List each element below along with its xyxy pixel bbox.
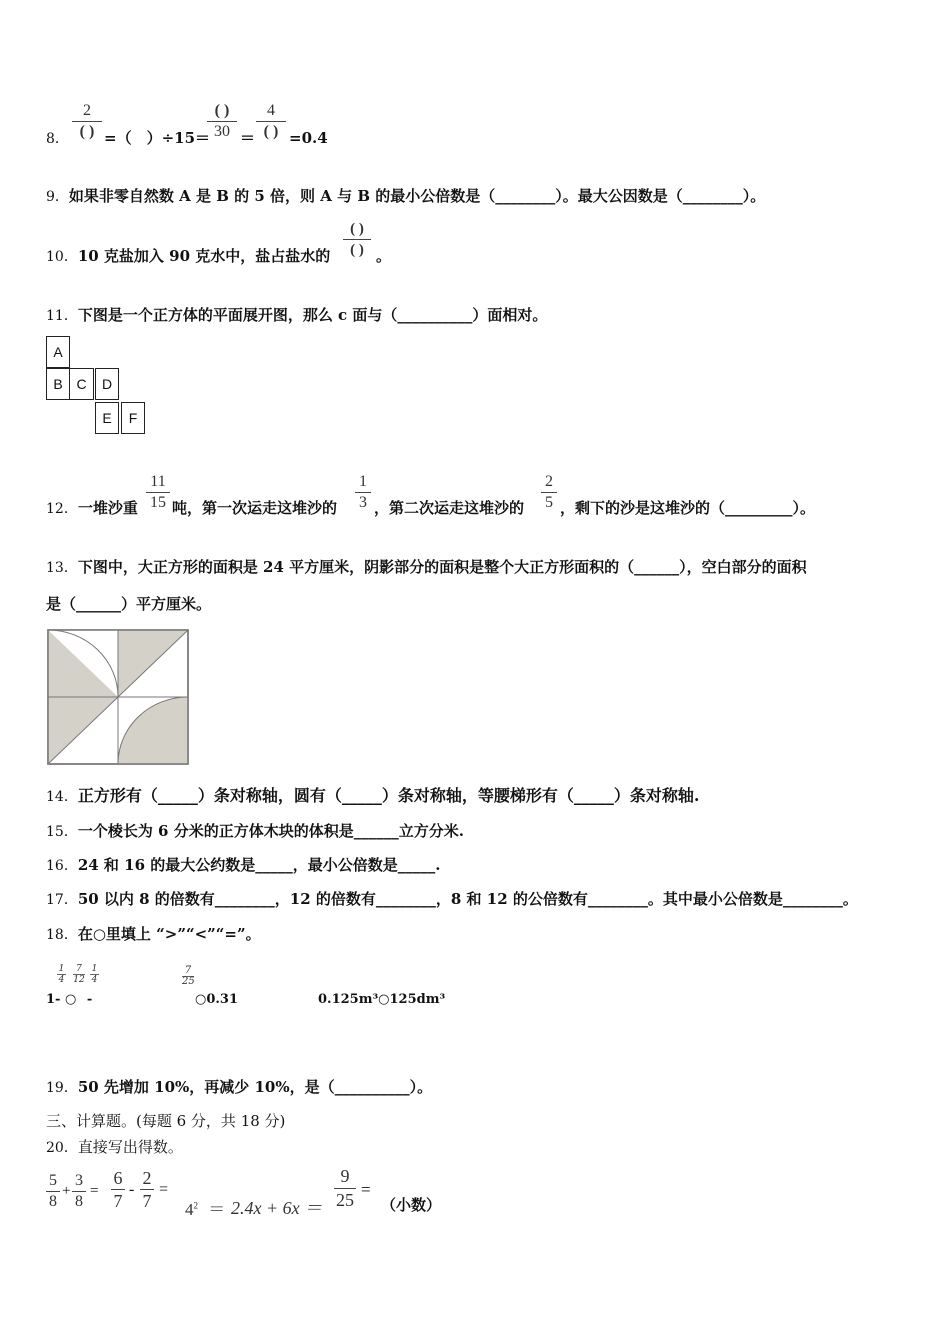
question-number: 8． [46, 131, 69, 147]
question-10 [46, 246, 330, 267]
q20-tail: （小数） [381, 1196, 442, 1214]
fraction: 9 25 [336, 1166, 354, 1210]
question-20: 20．直接写出得数。 [46, 1138, 183, 1156]
question-number: 15． [46, 824, 78, 840]
tiny-fraction: 7 25 [182, 965, 195, 987]
question-11 [46, 305, 547, 326]
question-number: 13． [46, 560, 78, 576]
question-14: 14．正方形有（_____）条对称轴，圆有（_____）条对称轴，等腰梯形有（_____）条对称轴. [46, 786, 700, 805]
fraction: 6 7 [111, 1168, 125, 1211]
section-heading: 三、计算题。(每题 6 分，共 18 分) [46, 1112, 286, 1130]
fraction: 2 ( ) [72, 102, 102, 141]
question-text: 下图是一个正方体的平面展开图，那么 c 面与（__________）面相对。 [77, 306, 548, 324]
fraction: 1 3 [355, 473, 371, 512]
equals-sign: = [159, 1181, 169, 1198]
face-f: F [121, 402, 145, 434]
q8-result: =0.4 [289, 129, 328, 147]
question-text: 10 克盐加入 90 克水中，盐占盐水的 [77, 247, 331, 265]
question-19: 19．50 先增加 10%，再减少 10%，是（__________）。 [46, 1078, 433, 1096]
minus-sign: - [129, 1181, 135, 1198]
fraction: 4 ( ) [256, 102, 286, 141]
face-a: A [46, 336, 70, 368]
question-number: 16． [46, 858, 78, 874]
question-15: 15．一个棱长为 6 分米的正方体木块的体积是______立方分米. [46, 822, 464, 840]
face-d: D [95, 368, 119, 400]
q12-text: ，剩下的沙是这堆沙的（_________）。 [560, 499, 816, 517]
face-b: B [46, 368, 70, 400]
q12-text: ，第二次运走这堆沙的 [374, 499, 525, 517]
question-18: 18．在○里填上 “>”“<”“=”。 [46, 925, 261, 943]
q18-item3: 0.125m³○125dm³ [318, 992, 446, 1007]
question-number: 9． [46, 189, 69, 205]
q8-equals: ＝ [240, 129, 256, 147]
tiny-fraction: 1 4 [91, 964, 98, 985]
q8-expression: =（ ）÷15＝ [104, 129, 211, 147]
fraction: ( ) 30 [207, 102, 237, 141]
question-number: 18． [46, 927, 78, 943]
face-e: E [95, 402, 119, 434]
fraction: 2 5 [541, 473, 557, 512]
tiny-fraction: 7 12 [73, 964, 85, 985]
question-number: 11． [46, 308, 78, 324]
question-17: 17．50 以内 8 的倍数有________，12 的倍数有________，8 和 12 的公倍数有________。其中最小公倍数是________。 [46, 890, 858, 908]
q18-item2: ○0.31 [195, 992, 239, 1007]
question-text: 如果非零自然数 A 是 B 的 5 倍，则 A 与 B 的最小公倍数是（________）。最大公因数是（________）。 [68, 187, 766, 205]
fraction: 5 8 [46, 1172, 60, 1211]
fraction: 3 8 [72, 1172, 86, 1211]
question-number: 20． [46, 1140, 78, 1156]
question-9 [46, 186, 765, 207]
question-number: 19． [46, 1080, 78, 1096]
fraction: 11 15 [146, 473, 170, 512]
q18-item1: 1- ○ - [46, 992, 93, 1007]
question-12: 12．一堆沙重 [46, 499, 138, 517]
question-number: 17． [46, 892, 78, 908]
equals-sign: = [90, 1183, 99, 1199]
question-number: 10． [46, 249, 78, 265]
face-c: C [70, 368, 94, 400]
question-13: 13．下图中，大正方形的面积是 24 平方厘米，阴影部分的面积是整个大正方形面积的（______），空白部分的面积 [46, 558, 807, 576]
question-number: 12． [46, 501, 78, 517]
question-number: 14． [46, 789, 78, 805]
power-expression: $4^2$ ＝ [185, 1200, 226, 1219]
plus-sign: + [62, 1183, 71, 1199]
q12-text: 吨，第一次运走这堆沙的 [172, 499, 338, 517]
q10-tail: 。 [376, 247, 392, 265]
question-8 [46, 128, 69, 149]
fraction: ( ) ( ) [343, 220, 371, 259]
question-13-line2: 是（______）平方厘米。 [46, 595, 212, 613]
equals-sign: = [361, 1180, 371, 1199]
fraction: 2 7 [140, 1168, 154, 1211]
algebra-expression: 2.4x + 6x ＝ [231, 1198, 323, 1218]
question-16: 16．24 和 16 的最大公约数是_____，最小公倍数是_____. [46, 856, 441, 874]
square-shading-diagram [46, 628, 191, 768]
tiny-fraction: 1 4 [58, 964, 65, 985]
